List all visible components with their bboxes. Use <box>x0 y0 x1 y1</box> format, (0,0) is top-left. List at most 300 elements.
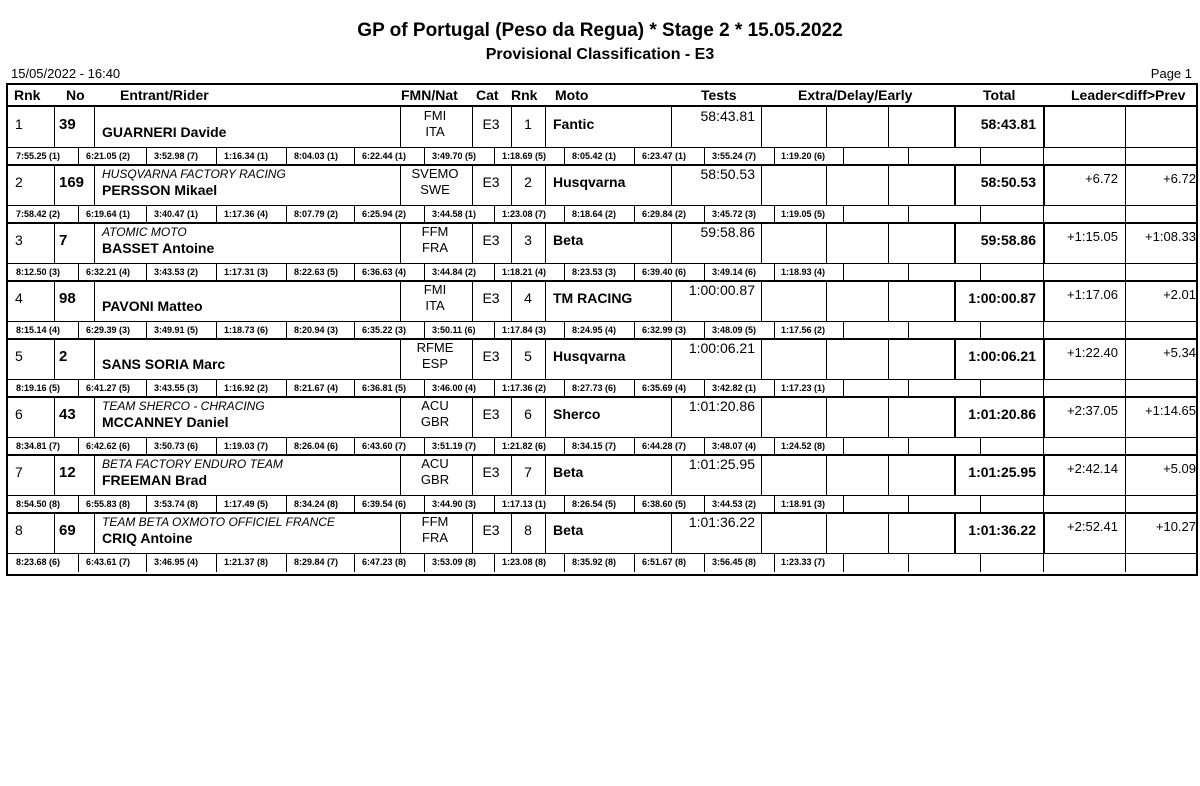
column-divider <box>564 554 565 572</box>
column-divider <box>1125 107 1126 147</box>
column-divider <box>774 554 775 572</box>
column-divider <box>888 397 889 437</box>
column-divider <box>54 339 55 379</box>
class-rank: 8 <box>524 522 532 538</box>
split-time: 3:48.09 (5) <box>712 325 757 335</box>
column-divider <box>1043 223 1045 263</box>
split-time: 6:21.05 (2) <box>86 151 131 161</box>
split-time: 8:34.15 (7) <box>572 441 617 451</box>
nationality: FRA <box>422 240 448 255</box>
column-divider <box>1043 165 1045 205</box>
tests-time: 58:43.81 <box>700 108 755 124</box>
gap-to-previous: +2.01 <box>1163 287 1196 302</box>
rank: 6 <box>15 406 23 422</box>
team-name: TEAM BETA OXMOTO OFFICIEL FRANCE <box>102 515 335 529</box>
column-divider <box>826 513 827 553</box>
split-time: 6:55.83 (8) <box>86 499 131 509</box>
split-time: 1:17.36 (2) <box>502 383 547 393</box>
split-time: 3:46.00 (4) <box>432 383 477 393</box>
split-time: 1:17.56 (2) <box>781 325 826 335</box>
split-time: 3:43.55 (3) <box>154 383 199 393</box>
split-time: 8:26.04 (6) <box>294 441 339 451</box>
motorcycle: TM RACING <box>553 290 633 306</box>
rank: 2 <box>15 174 23 190</box>
nationality: SWE <box>420 182 450 197</box>
header-leader-diff-prev: Leader<diff>Prev <box>1071 87 1186 103</box>
column-divider <box>1043 107 1045 147</box>
column-divider <box>761 397 762 437</box>
split-time: 6:36.81 (5) <box>362 383 407 393</box>
column-divider <box>94 223 95 263</box>
split-time: 8:20.94 (3) <box>294 325 339 335</box>
header-moto: Moto <box>555 87 589 103</box>
federation: ACU <box>421 456 449 471</box>
column-divider <box>78 554 79 572</box>
split-time: 6:43.60 (7) <box>362 441 407 451</box>
column-divider <box>545 397 546 437</box>
split-time: 8:19.16 (5) <box>16 383 61 393</box>
rider-name: SANS SORIA Marc <box>102 356 226 372</box>
split-time: 3:48.07 (4) <box>712 441 757 451</box>
column-divider <box>216 554 217 572</box>
tests-time: 59:58.86 <box>700 224 755 240</box>
split-time: 8:12.50 (3) <box>16 267 61 277</box>
column-divider <box>888 339 889 379</box>
column-divider <box>980 554 981 572</box>
column-divider <box>54 107 55 147</box>
motorcycle: Beta <box>553 522 584 538</box>
total-time: 1:00:06.21 <box>968 348 1036 364</box>
category: E3 <box>482 116 500 132</box>
header-rnk: Rnk <box>14 87 41 103</box>
bib-number: 43 <box>59 406 76 423</box>
column-divider <box>888 107 889 147</box>
split-time: 8:54.50 (8) <box>16 499 61 509</box>
column-divider <box>545 107 546 147</box>
motorcycle: Husqvarna <box>553 174 626 190</box>
rank: 3 <box>15 232 23 248</box>
class-rank: 3 <box>524 232 532 248</box>
team-name: TEAM SHERCO - CHRACING <box>102 399 265 413</box>
class-rank: 5 <box>524 348 532 364</box>
motorcycle: Sherco <box>553 406 601 422</box>
total-time: 59:58.86 <box>980 232 1036 248</box>
team-name: HUSQVARNA FACTORY RACING <box>102 167 286 181</box>
header-tests: Tests <box>701 87 737 103</box>
column-divider <box>354 554 355 572</box>
split-time: 6:25.94 (2) <box>362 209 407 219</box>
split-time: 1:19.05 (5) <box>781 209 826 219</box>
header-class-rnk: Rnk <box>511 87 538 103</box>
split-time: 1:17.84 (3) <box>502 325 547 335</box>
header-fmn-nat: FMN/Nat <box>401 87 458 103</box>
gap-to-previous: +10.27 <box>1155 519 1196 534</box>
split-time: 6:39.40 (6) <box>642 267 687 277</box>
table-row <box>8 339 1196 397</box>
column-divider <box>545 223 546 263</box>
bib-number: 69 <box>59 522 76 539</box>
split-time: 1:18.93 (4) <box>781 267 826 277</box>
rider-name: MCCANNEY Daniel <box>102 414 229 430</box>
split-time: 3:49.14 (6) <box>712 267 757 277</box>
table-row <box>8 513 1196 571</box>
split-time: 1:17.13 (1) <box>502 499 547 509</box>
column-divider <box>826 281 827 321</box>
table-row <box>8 455 1196 513</box>
split-time: 8:21.67 (4) <box>294 383 339 393</box>
split-time: 3:50.73 (6) <box>154 441 199 451</box>
column-divider <box>545 165 546 205</box>
page-title: GP of Portugal (Peso da Regua) * Stage 2 * 15.05.2022 <box>357 20 843 41</box>
split-time: 3:52.98 (7) <box>154 151 199 161</box>
split-time: 1:16.34 (1) <box>224 151 269 161</box>
split-time: 3:49.91 (5) <box>154 325 199 335</box>
total-time: 1:01:20.86 <box>968 406 1036 422</box>
split-time: 3:42.82 (1) <box>712 383 757 393</box>
rider-name: PAVONI Matteo <box>102 298 203 314</box>
table-header <box>8 85 1196 107</box>
tests-time: 1:01:36.22 <box>688 514 755 530</box>
split-time: 8:34.81 (7) <box>16 441 61 451</box>
split-time: 6:36.63 (4) <box>362 267 407 277</box>
column-divider <box>54 165 55 205</box>
split-time: 8:26.54 (5) <box>572 499 617 509</box>
total-time: 58:43.81 <box>980 116 1036 132</box>
tests-time: 1:00:00.87 <box>688 282 755 298</box>
column-divider <box>545 339 546 379</box>
split-time: 3:56.45 (8) <box>712 557 757 567</box>
split-time: 3:53.74 (8) <box>154 499 199 509</box>
split-time: 1:21.82 (6) <box>502 441 547 451</box>
column-divider <box>761 281 762 321</box>
column-divider <box>54 223 55 263</box>
gap-to-previous: +1:14.65 <box>1145 403 1196 418</box>
gap-to-previous: +5.34 <box>1163 345 1196 360</box>
page-number: Page 1 <box>1150 66 1192 81</box>
motorcycle: Beta <box>553 232 584 248</box>
table-row <box>8 281 1196 339</box>
split-times-row <box>8 495 1196 513</box>
split-time: 1:16.92 (2) <box>224 383 269 393</box>
total-time: 1:01:25.95 <box>968 464 1036 480</box>
split-time: 6:43.61 (7) <box>86 557 131 567</box>
split-time: 8:27.73 (6) <box>572 383 617 393</box>
column-divider <box>545 513 546 553</box>
split-time: 1:18.69 (5) <box>502 151 547 161</box>
split-time: 8:05.42 (1) <box>572 151 617 161</box>
federation: FMI <box>423 108 447 123</box>
gap-to-leader: +2:37.05 <box>1067 403 1118 418</box>
gap-to-leader: +6.72 <box>1085 171 1118 186</box>
column-divider <box>888 165 889 205</box>
gap-to-previous: +1:08.33 <box>1145 229 1196 244</box>
split-time: 3:45.72 (3) <box>712 209 757 219</box>
split-time: 6:32.99 (3) <box>642 325 687 335</box>
category: E3 <box>482 464 500 480</box>
column-divider <box>908 554 909 572</box>
nationality: ITA <box>425 298 445 313</box>
split-time: 3:49.70 (5) <box>432 151 477 161</box>
table-row <box>8 397 1196 455</box>
column-divider <box>1043 397 1045 437</box>
split-time: 1:17.36 (4) <box>224 209 269 219</box>
column-divider <box>761 513 762 553</box>
column-divider <box>54 397 55 437</box>
split-time: 6:35.69 (4) <box>642 383 687 393</box>
federation: SVEMO <box>411 166 459 181</box>
column-divider <box>54 281 55 321</box>
nationality: GBR <box>420 472 450 487</box>
split-time: 8:23.68 (6) <box>16 557 61 567</box>
column-divider <box>761 455 762 495</box>
split-time: 8:24.95 (4) <box>572 325 617 335</box>
split-time: 3:43.53 (2) <box>154 267 199 277</box>
split-time: 6:32.21 (4) <box>86 267 131 277</box>
report-datetime: 15/05/2022 - 16:40 <box>11 66 121 81</box>
column-divider <box>146 554 147 572</box>
split-time: 3:44.90 (3) <box>432 499 477 509</box>
column-divider <box>54 455 55 495</box>
column-divider <box>843 554 844 572</box>
split-time: 8:22.63 (5) <box>294 267 339 277</box>
column-divider <box>761 107 762 147</box>
split-time: 3:53.09 (8) <box>432 557 477 567</box>
total-time: 1:00:00.87 <box>968 290 1036 306</box>
header-total: Total <box>983 87 1016 103</box>
split-time: 6:23.47 (1) <box>642 151 687 161</box>
motorcycle: Fantic <box>553 116 595 132</box>
tests-time: 1:01:20.86 <box>688 398 755 414</box>
column-divider <box>94 107 95 147</box>
column-divider <box>54 513 55 553</box>
header-cat: Cat <box>476 87 499 103</box>
column-divider <box>888 281 889 321</box>
column-divider <box>286 554 287 572</box>
split-time: 1:23.33 (7) <box>781 557 826 567</box>
split-time: 6:42.62 (6) <box>86 441 131 451</box>
team-name: ATOMIC MOTO <box>102 225 187 239</box>
column-divider <box>826 107 827 147</box>
class-rank: 7 <box>524 464 532 480</box>
column-divider <box>826 455 827 495</box>
header-no: No <box>66 87 85 103</box>
split-time: 1:18.91 (3) <box>781 499 826 509</box>
header-extra: Extra/Delay/Early <box>798 87 913 103</box>
column-divider <box>826 339 827 379</box>
category: E3 <box>482 232 500 248</box>
tests-time: 1:01:25.95 <box>688 456 755 472</box>
split-times-row <box>8 147 1196 165</box>
column-divider <box>761 165 762 205</box>
tests-time: 58:50.53 <box>700 166 755 182</box>
table-row <box>8 223 1196 281</box>
split-time: 8:29.84 (7) <box>294 557 339 567</box>
column-divider <box>494 554 495 572</box>
federation: FMI <box>423 282 447 297</box>
tests-time: 1:00:06.21 <box>688 340 755 356</box>
column-divider <box>761 339 762 379</box>
split-time: 1:17.23 (1) <box>781 383 826 393</box>
rank: 5 <box>15 348 23 364</box>
gap-to-leader: +1:15.05 <box>1067 229 1118 244</box>
class-rank: 2 <box>524 174 532 190</box>
split-time: 6:35.22 (3) <box>362 325 407 335</box>
gap-to-leader: +2:42.14 <box>1067 461 1118 476</box>
split-time: 6:29.84 (2) <box>642 209 687 219</box>
nationality: FRA <box>422 530 448 545</box>
total-time: 58:50.53 <box>980 174 1036 190</box>
rank: 4 <box>15 290 23 306</box>
federation: FFM <box>421 224 449 239</box>
nationality: ITA <box>425 124 445 139</box>
split-time: 3:50.11 (6) <box>432 325 476 335</box>
gap-to-leader: +1:22.40 <box>1067 345 1118 360</box>
split-time: 8:07.79 (2) <box>294 209 339 219</box>
column-divider <box>704 554 705 572</box>
split-time: 8:15.14 (4) <box>16 325 61 335</box>
split-time: 6:51.67 (8) <box>642 557 687 567</box>
federation: FFM <box>421 514 449 529</box>
split-time: 8:18.64 (2) <box>572 209 617 219</box>
split-times-row <box>8 321 1196 339</box>
split-time: 6:19.64 (1) <box>86 209 131 219</box>
split-time: 7:55.25 (1) <box>16 151 61 161</box>
rank: 1 <box>15 116 23 132</box>
column-divider <box>888 513 889 553</box>
split-times-row <box>8 205 1196 223</box>
column-divider <box>1043 554 1044 572</box>
split-time: 8:23.53 (3) <box>572 267 617 277</box>
split-time: 3:44.53 (2) <box>712 499 757 509</box>
split-time: 6:38.60 (5) <box>642 499 687 509</box>
column-divider <box>634 554 635 572</box>
gap-to-previous: +6.72 <box>1163 171 1196 186</box>
category: E3 <box>482 174 500 190</box>
gap-to-leader: +2:52.41 <box>1067 519 1118 534</box>
column-divider <box>1043 281 1045 321</box>
column-divider <box>94 165 95 205</box>
split-time: 3:51.19 (7) <box>432 441 477 451</box>
table-row <box>8 107 1196 165</box>
column-divider <box>424 554 425 572</box>
rank: 7 <box>15 464 23 480</box>
federation: ACU <box>421 398 449 413</box>
column-divider <box>826 165 827 205</box>
bib-number: 169 <box>59 174 85 191</box>
split-time: 1:17.49 (5) <box>224 499 269 509</box>
split-time: 6:44.28 (7) <box>642 441 687 451</box>
category: E3 <box>482 348 500 364</box>
split-time: 6:22.44 (1) <box>362 151 407 161</box>
category: E3 <box>482 522 500 538</box>
motorcycle: Beta <box>553 464 584 480</box>
column-divider <box>888 223 889 263</box>
split-time: 1:19.20 (6) <box>781 151 826 161</box>
column-divider <box>1125 554 1126 572</box>
split-time: 3:44.58 (1) <box>432 209 477 219</box>
split-time: 1:19.03 (7) <box>224 441 269 451</box>
split-time: 7:58.42 (2) <box>16 209 61 219</box>
federation: RFME <box>416 340 454 355</box>
column-divider <box>545 281 546 321</box>
split-time: 6:39.54 (6) <box>362 499 407 509</box>
split-time: 1:17.31 (3) <box>224 267 269 277</box>
rider-name: BASSET Antoine <box>102 240 215 256</box>
bib-number: 7 <box>59 232 68 249</box>
team-name: BETA FACTORY ENDURO TEAM <box>102 457 283 471</box>
split-time: 6:47.23 (8) <box>362 557 407 567</box>
bib-number: 98 <box>59 290 76 307</box>
split-time: 3:40.47 (1) <box>154 209 199 219</box>
split-time: 8:35.92 (8) <box>572 557 617 567</box>
nationality: GBR <box>420 414 450 429</box>
header-entrant: Entrant/Rider <box>120 87 209 103</box>
column-divider <box>1043 513 1045 553</box>
rider-name: PERSSON Mikael <box>102 182 218 198</box>
split-time: 3:55.24 (7) <box>712 151 757 161</box>
split-time: 6:29.39 (3) <box>86 325 131 335</box>
total-time: 1:01:36.22 <box>968 522 1036 538</box>
split-times-row <box>8 437 1196 455</box>
split-time: 1:21.37 (8) <box>224 557 269 567</box>
column-divider <box>888 455 889 495</box>
page-subtitle: Provisional Classification - E3 <box>485 46 715 63</box>
split-time: 1:18.21 (4) <box>502 267 547 277</box>
column-divider <box>94 281 95 321</box>
column-divider <box>1043 455 1045 495</box>
split-time: 3:46.95 (4) <box>154 557 199 567</box>
split-times-row <box>8 553 1196 571</box>
motorcycle: Husqvarna <box>553 348 626 364</box>
column-divider <box>826 223 827 263</box>
bib-number: 39 <box>59 116 76 133</box>
column-divider <box>94 513 95 553</box>
split-times-row <box>8 263 1196 281</box>
split-time: 1:24.52 (8) <box>781 441 826 451</box>
split-time: 1:23.08 (8) <box>502 557 547 567</box>
class-rank: 6 <box>524 406 532 422</box>
column-divider <box>761 223 762 263</box>
bib-number: 2 <box>59 348 68 365</box>
rider-name: FREEMAN Brad <box>102 472 208 488</box>
column-divider <box>826 397 827 437</box>
gap-to-previous: +5.09 <box>1163 461 1196 476</box>
bib-number: 12 <box>59 464 76 481</box>
column-divider <box>94 397 95 437</box>
class-rank: 1 <box>524 116 532 132</box>
category: E3 <box>482 290 500 306</box>
rider-name: GUARNERI Davide <box>102 124 227 140</box>
table-row <box>8 165 1196 223</box>
rank: 8 <box>15 522 23 538</box>
column-divider <box>94 455 95 495</box>
split-time: 8:34.24 (8) <box>294 499 339 509</box>
split-time: 1:23.08 (7) <box>502 209 547 219</box>
split-time: 3:44.84 (2) <box>432 267 477 277</box>
nationality: ESP <box>421 356 448 371</box>
column-divider <box>1043 339 1045 379</box>
classification-table <box>6 83 1198 576</box>
gap-to-leader: +1:17.06 <box>1067 287 1118 302</box>
split-time: 8:04.03 (1) <box>294 151 339 161</box>
split-time: 6:41.27 (5) <box>86 383 131 393</box>
category: E3 <box>482 406 500 422</box>
split-times-row <box>8 379 1196 397</box>
split-time: 1:18.73 (6) <box>224 325 269 335</box>
class-rank: 4 <box>524 290 532 306</box>
column-divider <box>94 339 95 379</box>
rider-name: CRIQ Antoine <box>102 530 193 546</box>
